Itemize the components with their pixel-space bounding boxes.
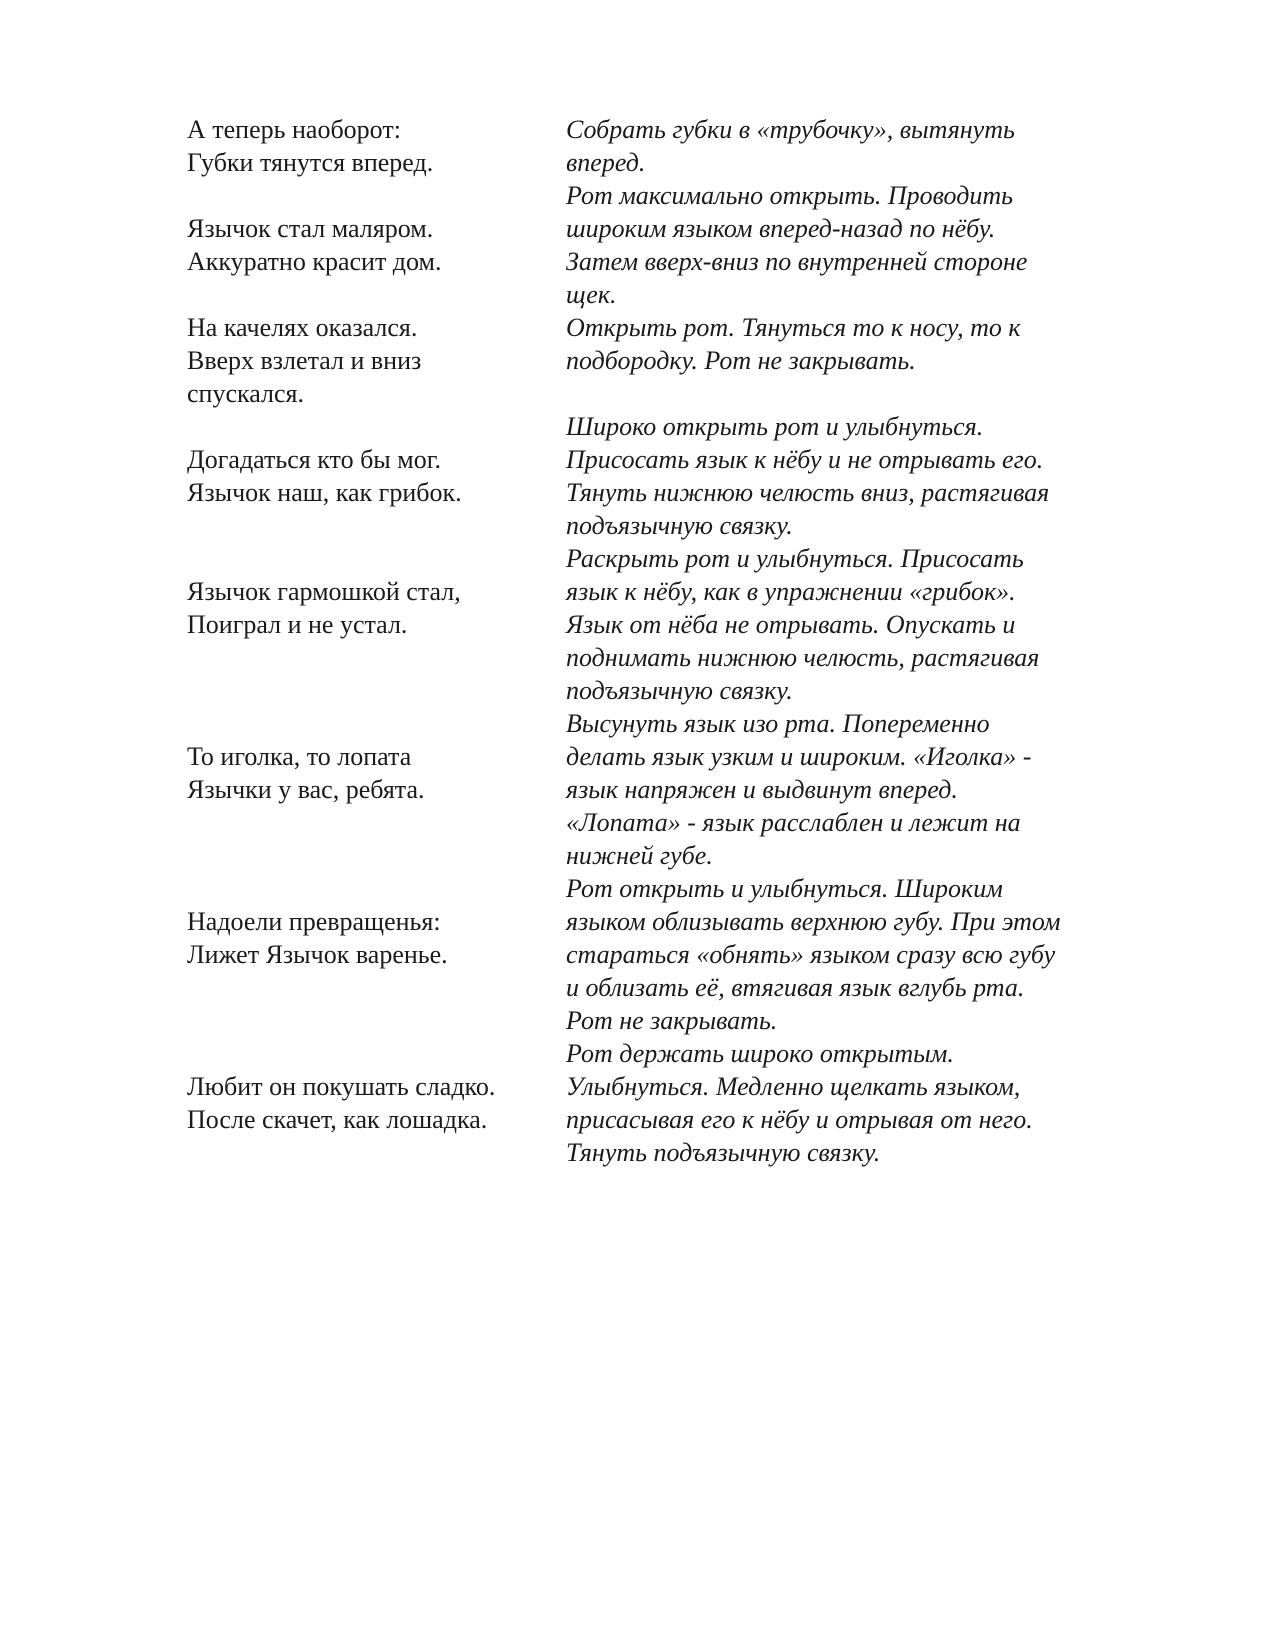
instruction-line: подбородку. Рот не закрывать. xyxy=(566,346,916,375)
instruction-line: Высунуть язык изо рта. Попеременно xyxy=(566,709,990,738)
instruction-line: Собрать губки в «трубочку», вытянуть xyxy=(566,115,1015,144)
poem-line: На качелях оказался. xyxy=(187,313,418,342)
poem-line xyxy=(187,542,537,575)
poem-line: Губки тянутся вперед. xyxy=(187,148,434,177)
poem-line: Поиграл и не устал. xyxy=(187,610,408,639)
poem-line: Надоели превращенья: xyxy=(187,907,441,936)
instruction-line xyxy=(566,377,1126,410)
instruction-line: присасывая его к нёбу и отрывая от него. xyxy=(566,1105,1033,1134)
poem-line: Догадаться кто бы мог. xyxy=(187,445,441,474)
poem-line: А теперь наоборот: xyxy=(187,115,401,144)
instruction-line: язык к нёбу, как в упражнении «грибок». xyxy=(566,577,1016,606)
instruction-line: Тянуть подъязычную связку. xyxy=(566,1138,881,1167)
poem-line xyxy=(187,1037,537,1070)
poem-line xyxy=(187,509,537,542)
instruction-line: подъязычную связку. xyxy=(566,511,793,540)
instruction-line: стараться «обнять» языком сразу всю губу xyxy=(566,940,1056,969)
instruction-line: Раскрыть рот и улыбнуться. Присосать xyxy=(566,544,1024,573)
poem-line: После скачет, как лошадка. xyxy=(187,1105,488,1134)
instruction-line: Рот максимально открыть. Проводить xyxy=(566,181,1013,210)
instruction-line: Присосать язык к нёбу и не отрывать его. xyxy=(566,445,1044,474)
poem-line xyxy=(187,1004,537,1037)
instruction-column xyxy=(566,113,1126,1169)
instruction-line: и облизать её, втягивая язык вглубь рта. xyxy=(566,973,1025,1002)
poem-line: Язычок стал маляром. xyxy=(187,214,434,243)
poem-line xyxy=(187,410,537,443)
poem-line xyxy=(187,641,537,674)
poem-line xyxy=(187,707,537,740)
poem-line: Язычок гармошкой стал, xyxy=(187,577,461,606)
instruction-line: Улыбнуться. Медленно щелкать языком, xyxy=(566,1072,1021,1101)
poem-line xyxy=(187,872,537,905)
poem-line xyxy=(187,278,537,311)
instruction-line: щек. xyxy=(566,280,617,309)
poem-line: Язычок наш, как грибок. xyxy=(187,478,462,507)
instruction-line: Затем вверх-вниз по внутренней стороне xyxy=(566,247,1028,276)
poem-line: То иголка, то лопата xyxy=(187,742,412,771)
instruction-line: языком облизывать верхнюю губу. При этом xyxy=(566,907,1061,936)
poem-line xyxy=(187,1136,537,1169)
instruction-line: делать язык узким и широким. «Иголка» - xyxy=(566,742,1032,771)
poem-line: Лижет Язычок варенье. xyxy=(187,940,448,969)
poem-line xyxy=(187,839,537,872)
poem-line: Вверх взлетал и вниз xyxy=(187,346,422,375)
poem-column xyxy=(187,113,537,1169)
instruction-line: Тянуть нижнюю челюсть вниз, растягивая xyxy=(566,478,1050,507)
poem-line xyxy=(187,674,537,707)
instruction-line: широким языком вперед-назад по нёбу. xyxy=(566,214,996,243)
poem-line xyxy=(187,179,537,212)
instruction-line: подъязычную связку. xyxy=(566,676,793,705)
instruction-line: Рот не закрывать. xyxy=(566,1006,778,1035)
instruction-line: «Лопата» - язык расслаблен и лежит на xyxy=(566,808,1021,837)
poem-line: Любит он покушать сладко. xyxy=(187,1072,496,1101)
instruction-line: поднимать нижнюю челюсть, растягивая xyxy=(566,643,1040,672)
instruction-line: Рот открыть и улыбнуться. Широким xyxy=(566,874,1003,903)
instruction-line: нижней губе. xyxy=(566,841,713,870)
poem-line xyxy=(187,971,537,1004)
poem-line: Язычки у вас, ребята. xyxy=(187,775,425,804)
poem-line xyxy=(187,806,537,839)
poem-line: Аккуратно красит дом. xyxy=(187,247,442,276)
instruction-line: Язык от нёба не отрывать. Опускать и xyxy=(566,610,1016,639)
instruction-line: вперед. xyxy=(566,148,646,177)
instruction-line: Широко открыть рот и улыбнуться. xyxy=(566,412,984,441)
instruction-line: язык напряжен и выдвинут вперед. xyxy=(566,775,958,804)
instruction-line: Открыть рот. Тянуться то к носу, то к xyxy=(566,313,1021,342)
instruction-line: Рот держать широко открытым. xyxy=(566,1039,954,1068)
poem-line: спускался. xyxy=(187,379,304,408)
